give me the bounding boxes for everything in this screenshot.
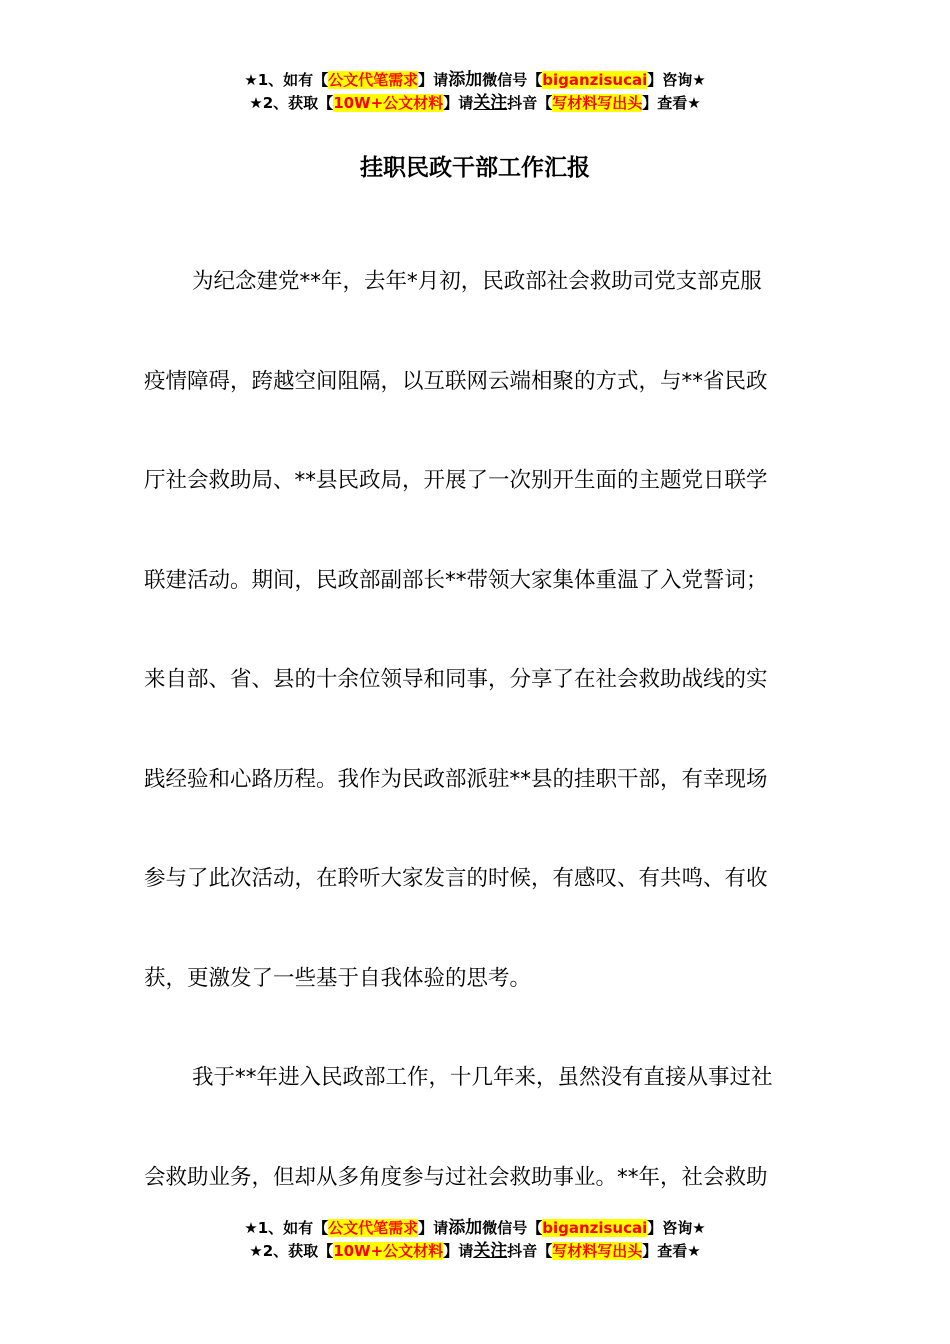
paragraph-1 [144,232,806,1028]
text-line: 践经验和心路历程。我作为民政部派驻**县的挂职干部，有幸现场 [144,766,768,792]
document-title: 挂职民政干部工作汇报 [360,155,590,181]
text-line: 厅社会救助局、**县民政局，开展了一次别开生面的主题党日联学 [144,468,768,493]
text-line: 联建活动。期间，民政部副部长**带领大家集体重温了入党誓词； [144,567,768,593]
text-line: 疫情障碍，跨越空间阻隔，以互联网云端相聚的方式，与**省民政 [144,368,768,394]
text-line: 获，更激发了一些基于自我体验的思考。 [144,965,532,991]
text-line: 会救助业务，但却从多角度参与过社会救助事业。**年，社会救助 [144,1164,768,1190]
highlight-service: 公文代笔需求 [328,71,419,89]
text-line: 参与了此次活动，在聆听大家发言的时候，有感叹、有共鸣、有收 [144,866,768,891]
highlight-douyin: 写材料写出头 [552,94,643,112]
document-body [144,232,806,1227]
text-line: 来自部、省、县的十余位领导和同事，分享了在社会救助战线的实 [144,667,768,692]
highlight-service: 公文代笔需求 [328,1219,419,1237]
paragraph-2 [144,1028,806,1227]
highlight-douyin: 写材料写出头 [552,1242,643,1260]
banner-line-2: ★2、获取【10W+公文材料】请关注抖音【写材料写出头】查看★ [249,93,701,113]
highlight-wechat-id: biganzisucai [542,71,648,89]
highlight-materials: 10W+公文材料 [333,94,444,112]
header-banner [0,69,950,115]
banner-line-2: ★2、获取【10W+公文材料】请关注抖音【写材料写出头】查看★ [249,1241,701,1261]
footer-banner [0,1217,950,1263]
text-line: 为纪念建党**年，去年*月初，民政部社会救助司党支部克服 [192,269,762,294]
highlight-materials: 10W+公文材料 [333,1242,444,1260]
banner-line-1: ★1、如有【公文代笔需求】请添加微信号【biganzisucai】咨询★ [244,1218,706,1238]
text-line: 我于**年进入民政部工作，十几年来，虽然没有直接从事过社 [192,1065,773,1090]
banner-line-1: ★1、如有【公文代笔需求】请添加微信号【biganzisucai】咨询★ [244,70,706,90]
highlight-wechat-id: biganzisucai [542,1219,648,1237]
